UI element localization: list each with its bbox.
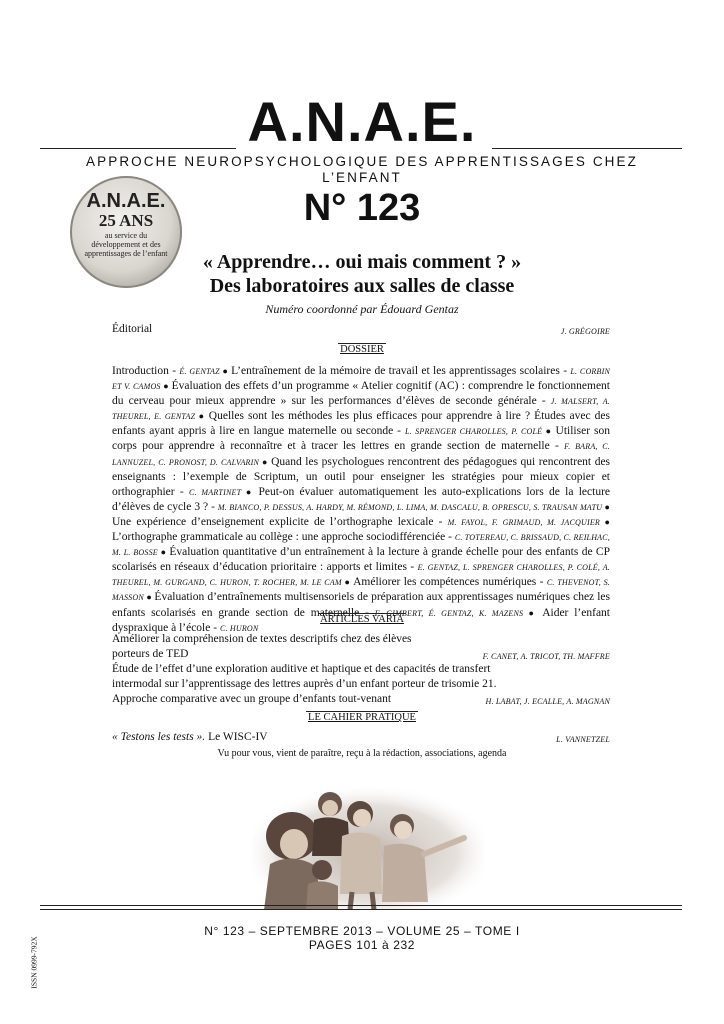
- issn-label: ISSN 0999-792X: [29, 936, 39, 989]
- cahier-item: [112, 730, 610, 745]
- bullet-separator: ●: [542, 426, 556, 437]
- coordinator-byline: Numéro coordonné par Édouard Gentaz: [265, 302, 459, 316]
- varia-article-1-line-1: Améliorer la compréhension de textes descriptifs chez des élèves: [112, 633, 412, 645]
- bullet-separator: ●: [219, 366, 232, 376]
- editorial-author: J. GRÉGOIRE: [560, 327, 610, 336]
- dossier-item-title: Améliorer les compétences numériques -: [353, 576, 547, 589]
- section-heading-cahier: LE CAHIER PRATIQUE: [308, 712, 416, 723]
- dossier-item-title: Peut-on évaluer automatiquement les auto-explications lors de la lecture d’élèves de cycle 3 ? -: [112, 485, 611, 513]
- bullet-separator: ●: [241, 486, 259, 497]
- section-heading-dossier: DOSSIER: [340, 344, 384, 355]
- varia-article-2-line-2: intermodal sur l’apprentissage des lettres auprès d’un enfant porteur de trisomie 21.: [112, 678, 497, 690]
- headline-line-2: Des laboratoires aux salles de classe: [209, 275, 515, 297]
- cahier-item-title: Le WISC-IV: [205, 731, 268, 743]
- dossier-item-author: M. FAYOL, F. GRIMAUD, M. JACQUIER: [447, 517, 601, 527]
- bullet-separator: ●: [523, 607, 543, 618]
- dossier-item: [112, 516, 600, 528]
- bullet-separator: ●: [602, 501, 610, 512]
- varia-article-1-line-2: porteurs de TED: [112, 648, 189, 660]
- journal-subtitle: APPROCHE NEUROPSYCHOLOGIQUE DES APPRENTISSAGES CHEZ L’ENFANT: [86, 154, 638, 185]
- varia-article-1-author: F. CANET, A. TRICOT, TH. MAFFRE: [482, 652, 610, 661]
- issue-number: N° 123: [303, 187, 421, 229]
- cahier-item-series: « Testons les tests ».: [112, 731, 206, 743]
- children-photo: [252, 784, 484, 910]
- dossier-item-title: Utiliser son corps pour apprendre à reconnaître et à tracer les lettres en grande section de maternelle -: [112, 425, 610, 453]
- dossier-item-title: L’entraînement de la mémoire de travail et les apprentissages scolaires -: [231, 365, 571, 377]
- dossier-item-title: Quand les psychologues rencontrent des pédagogues qui rencontrent des enseignants : l’exemple de Scriptum, un outil pour enseigner les stratégies pour mieux copier et orthographier -: [112, 455, 611, 498]
- dossier-item-author: C. HURON: [219, 623, 259, 633]
- dossier-item-author: C. TOTEREAU, C. BRISSAUD, C. REILHAC, M. L. BOSSE: [112, 533, 611, 558]
- dossier-item-author: M. BIANCO, P. DESSUS, A. HARDY, M. RÉMOND, L. LIMA, M. DASCALU, B. OPRESCU, S. TRAUSAN MATU: [217, 502, 603, 512]
- footer-rule-top: [40, 905, 682, 906]
- footer-rule-bottom: [40, 909, 682, 910]
- bullet-separator: ●: [259, 456, 272, 467]
- dossier-item-author: F. GIMBERT, É. GENTAZ, K. MAZENS: [374, 608, 524, 618]
- dossier-item-author: L. CORBIN ET V. CAMOS: [112, 367, 611, 392]
- issue-details: N° 123 – SEPTEMBRE 2013 – VOLUME 25 – TOME I: [204, 924, 520, 938]
- varia-article-2-line-1: Étude de l’effet d’une exploration auditive et haptique et des capacités de transfert: [112, 663, 491, 675]
- cahier-item-author: L. VANNETZEL: [556, 735, 610, 744]
- bullet-separator: ●: [160, 381, 172, 392]
- bullet-separator: ●: [157, 547, 170, 558]
- dossier-item-author: E. GENTAZ, L. SPRENGER CHAROLLES, P. COLÉ, A. THEUREL, M. GURGAND, C. HURON, T. ROCHER, M. LE CAM: [112, 563, 610, 588]
- bullet-separator: ●: [341, 577, 354, 588]
- seal-motto: au service du développement et des apprentissages de l’enfant: [84, 231, 168, 258]
- dossier-item: [112, 365, 220, 377]
- seal-title: A.N.A.E.: [86, 190, 166, 212]
- dossier-item-title: Une expérience d’enseignement explicite de l’orthographe lexicale -: [112, 515, 448, 528]
- cahier-misc: Vu pour vous, vient de paraître, reçu à la rédaction, associations, agenda: [217, 748, 507, 759]
- dossier-item-author: L. SPRENGER CHAROLLES, P. COLÉ: [405, 427, 543, 437]
- dossier-item-title: Évaluation quantitative d’un entraînement à la lecture à grande échelle pour des enfants de CP scolarisés en réseaux d’éducation prioritaire : apports et limites -: [112, 546, 610, 574]
- dossier-item-author: C. THEVENOT, S. MASSON: [112, 578, 610, 603]
- seal-years: 25 ANS: [98, 211, 154, 230]
- varia-article-2: [112, 662, 610, 707]
- dossier-item-title: Quelles sont les méthodes les plus efficaces pour apprendre à lire ? Études avec des enfants ayant appris à lire en langue maternelle ou seconde -: [112, 410, 611, 438]
- varia-article-2-line-3: Approche comparative avec un groupe d’enfants tout-venant: [112, 693, 392, 705]
- section-heading-varia: ARTICLES VARIA: [320, 614, 404, 625]
- varia-article-1: [112, 632, 610, 662]
- issue-pages: PAGES 101 à 232: [308, 938, 416, 952]
- issue-headline: [0, 250, 724, 298]
- dossier-item-title: Évaluation d’entraînements multisensoriels de préparation aux apprentissages numériques chez les enfants scolarisés en grande section de maternelle -: [112, 591, 610, 619]
- dossier-item-title: Aider l’enfant dyspraxique à l’école -: [112, 606, 610, 634]
- editorial-row: [112, 322, 610, 337]
- dossier-item-author: J. MALSERT, A. THEUREL, E. GENTAZ: [112, 397, 610, 422]
- bullet-separator: ●: [600, 516, 610, 527]
- journal-title: A.N.A.E.: [247, 90, 477, 153]
- bullet-separator: ●: [195, 411, 209, 422]
- dossier-item-title: Évaluation des effets d’un programme « Atelier cognitif (AC) : comprendre le fonctionnement du cerveau pour mieux apprendre » sur les performances d’élèves de seconde générale -: [112, 380, 610, 408]
- dossier-item-author: É. GENTAZ: [179, 367, 220, 376]
- headline-line-1: « Apprendre… oui mais comment ? »: [202, 251, 522, 273]
- dossier-item-author: C. MARTINET: [189, 487, 242, 497]
- dossier-item-author: F. BARA, C. LANNUZEL, C. PRONOST, D. CALVARIN: [112, 442, 610, 467]
- dossier-contents: [112, 364, 610, 636]
- dossier-item-title: Introduction -: [112, 365, 180, 377]
- varia-article-2-author: H. LABAT, J. ECALLE, A. MAGNAN: [485, 697, 610, 706]
- editorial-label: Éditorial: [112, 323, 153, 335]
- bullet-separator: ●: [143, 592, 155, 603]
- dossier-item-title: L’orthographe grammaticale au collège : une approche sociodifférenciée -: [112, 531, 455, 544]
